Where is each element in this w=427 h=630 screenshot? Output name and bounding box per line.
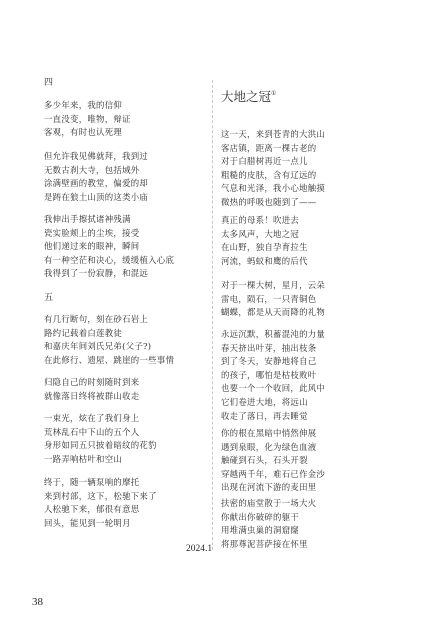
poem-line: 客店镇，距离一棵古老的 [221,142,317,153]
poem-line: 有几行断句，刻在砂石岩上 [44,314,149,324]
poem-line: 一路弄响枯叶和空山 [44,453,123,464]
poem-line: 归隐自己的时刻随时到来 [44,377,140,387]
poem-line: 一直没变，唯物，辩证 [44,113,131,124]
poem-line: 扶密的庙堂散于一场大火 [221,498,317,508]
poem-line: 气息和光泽，我小心地触摸 [221,183,326,194]
left-stanza-7 [44,476,157,530]
poem-line: 春天挤出叶芽，抽出枝条 [221,342,317,353]
right-stanza-3 [221,279,325,320]
poem-line: 是踌在狼土山顶的这类小庙 [44,191,149,202]
page-number: 38 [32,596,43,608]
poem-line: 荒林乱石中下山的五个人 [44,426,140,437]
poem-line: 客观，有时也认死理 [44,127,123,138]
poem-line: 用堆满虫巢的洞窟窿 [221,525,300,536]
title-footnote-mark: ① [271,90,277,97]
right-stanza-4 [221,328,325,423]
poem-line: 就像落日终将被群山收走 [44,390,140,401]
poem-line: 它们卷进大地，将远山 [221,396,308,407]
poem-line: 有一种空茫和决心，缓缓植入心底 [44,254,175,265]
poem-line: 微热的呼吸也随到了—— [221,196,317,207]
poem-line: 回头，能见到一轮明月 [44,517,131,528]
section-four-label: 四 [44,78,54,88]
poem-line: 雷电，陨石，一只青铜色 [221,293,317,304]
left-stanza-5 [44,376,139,403]
right-stanza-5 [221,427,325,495]
poem-title-text: 大地之冠 [221,89,272,104]
poem-line: 涂满壁画的教堂，偏爱的却 [44,178,149,189]
poem-line: 无数古刹大寺，包括域外 [44,164,140,175]
poem-line: 但允许我见佛就拜，我到过 [44,151,149,161]
poem-line: 人松驰下来，郁很有意思 [44,504,140,515]
poem-title [221,86,276,105]
poem-line: 的孩子，哪怕是枯枝败叶 [221,369,317,380]
left-stanza-6 [44,412,157,466]
poem-line: 河流，蚂蚁和鹰的后代 [221,255,308,266]
poem-line: 路约记载着白莲教徒 [44,327,123,338]
poem-line: 触碰到石头，石头开裂 [221,455,308,466]
right-stanza-6 [221,497,316,551]
poem-line: 身形如同五只披着暗纹的花豹 [44,440,157,451]
left-stanza-2 [44,150,148,204]
poem-line: 我得到了一份寂静，和混远 [44,268,149,279]
left-stanza-3 [44,213,174,281]
right-stanza-2 [221,214,308,268]
poem-line: 瓷实脸颊上的尘埃，接受 [44,227,140,238]
poem-line: 你献出你破碎的躯干 [221,511,300,522]
poem-line: 粗糙的皮肤，含有辽远的 [221,169,317,180]
poem-line: 在山野，独自孕育拉生 [221,242,308,253]
poem-line: 将那尊泥菩萨接在怀里 [221,538,308,549]
poem-line: 和嘉庆年间刘氏兄弟(父子?) [44,341,152,352]
poem-line: 终于，随一辆泵响的摩托 [44,477,140,487]
poem-line: 你的根在黑暗中悄然伸展 [221,428,317,438]
poem-line: 真正的母系！吹进去 [221,215,300,225]
right-stanza-1 [221,128,325,210]
section-five-label: 五 [44,293,54,303]
poem-line: 出现在河流下游的麦田里 [221,482,317,493]
poem-line: 多少年来，我的信仰 [44,100,123,110]
poem-line: 来到村部，这下，松驰下来了 [44,490,157,501]
poem-line: 对于白腊树再近一点儿 [221,156,308,167]
left-stanza-1 [44,99,131,140]
poem-date: 2024.1 [186,544,213,554]
poem-line: 蝴蝶，都是从天而降的礼物 [221,307,326,318]
poem-line: 对于一棵大树，星月，云朵 [221,280,326,290]
poem-line: 到了冬天，安静地将自己 [221,356,317,367]
poem-line: 这一天，来到苍青的大洪山 [221,129,326,139]
poem-line: 我伸出手擦拭诸神残满 [44,214,131,224]
poem-line: 穿越两千年，难石已作金沙 [221,468,326,479]
left-stanza-4 [44,313,174,367]
column-divider [212,80,213,550]
poem-line: 一束光，炫在了我们身上 [44,413,140,423]
poem-line: 他们递过来的眼神，瞬间 [44,241,140,252]
poem-line: 在此修行、遗屋、跳崖的一些事情 [44,354,175,365]
poem-line: 也要一个一个收回，此风中 [221,383,326,394]
poem-line: 太多风声，大地之冠 [221,228,300,239]
poem-line: 收走了落日，再去睡觉 [221,410,308,421]
poem-line: 遇到泉眼，化为绿色血液 [221,441,317,452]
poem-line: 永远沉默，积蓄混沌的力量 [221,329,326,339]
